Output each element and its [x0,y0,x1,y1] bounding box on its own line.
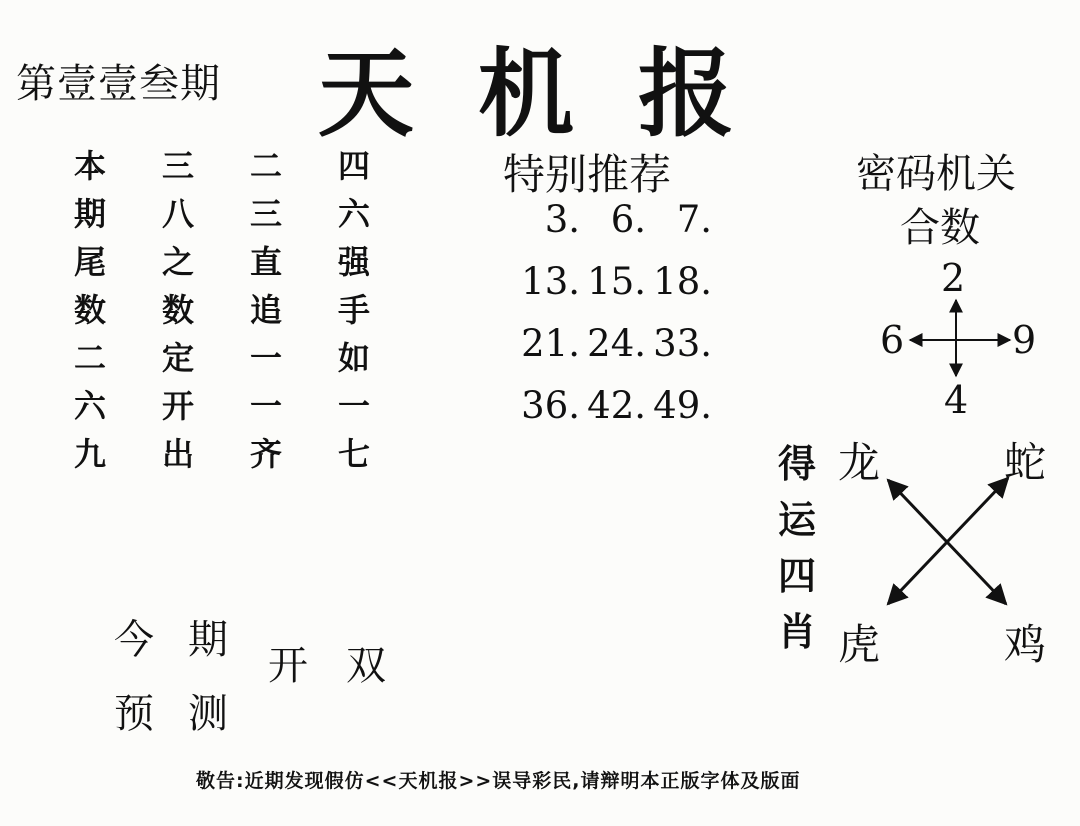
recommend-number: 24. [587,322,646,365]
prediction-value: 开 [268,643,308,689]
recommend-number: 3. [544,198,580,241]
recommend-number: 18. [653,260,712,303]
recommend-number: 13. [521,260,580,303]
poem-char: 六 [338,195,371,233]
poem-char: 数 [162,291,195,329]
poem-char: 期 [74,195,107,233]
password-top-number: 2 [941,256,966,300]
poem-char: 一 [338,387,371,425]
poem-char: 一 [250,387,283,425]
zodiac-dragon: 龙 [838,438,881,487]
zodiac-snake: 蛇 [1004,438,1047,487]
poem-char: 直 [250,243,283,281]
zodiac-rooster: 鸡 [1004,620,1047,669]
recommend-number: 6. [610,198,646,241]
password-right-number: 9 [1012,318,1037,362]
recommend-number: 21. [521,322,580,365]
issue-number: 第壹壹叁期 [16,61,221,107]
poem-char: 八 [162,195,195,233]
password-title: 密码机关 [856,151,1016,197]
poem-char: 手 [338,291,371,329]
poem-char: 一 [250,339,283,377]
poem-char: 尾 [74,243,107,281]
recommend-number: 33. [653,322,712,365]
password-subtitle: 合数 [900,205,980,251]
recommend-number: 36. [521,384,580,427]
prediction-value: 双 [346,643,386,689]
lucky-label [778,436,816,660]
poem-char: 四 [338,147,371,185]
prediction-label-char: 今 [114,617,154,663]
poem-char: 三 [250,195,283,233]
lucky-label-char: 运 [778,498,817,542]
recommend-number: 7. [676,198,712,241]
password-left-number: 6 [880,318,905,362]
prediction-label-char: 预 [114,691,154,737]
lucky-label-char: 肖 [778,610,817,654]
poem-char: 二 [74,339,107,377]
poem-char: 如 [338,339,371,377]
prediction-label-char: 测 [188,691,228,737]
lucky-label-char: 得 [778,442,817,486]
notice-text: 敬告:近期发现假仿<<天机报>>误导彩民,请辩明本正版字体及版面 [196,770,801,792]
cross-arrows-icon [910,300,1010,376]
poem-char: 强 [338,243,371,281]
poem-char: 之 [162,243,195,281]
recommend-title: 特别推荐 [503,150,672,199]
poem-char: 三 [162,147,195,185]
poem-char: 七 [338,435,371,473]
poem-char: 本 [74,147,107,185]
recommend-number: 49. [653,384,712,427]
poem-char: 定 [162,339,195,377]
poem-char: 数 [74,291,107,329]
prediction-label-char: 期 [188,617,228,663]
recommend-number: 15. [587,260,646,303]
poem-char: 二 [250,147,283,185]
poem-char: 出 [162,435,195,473]
x-arrows-icon [888,478,1008,604]
poem-char: 追 [250,291,283,329]
recommend-number: 42. [587,384,646,427]
masthead-title: 天机报 [318,37,798,150]
poem-char: 九 [74,435,107,473]
poem-char: 开 [162,387,195,425]
poem-char: 六 [74,387,107,425]
poem-char: 齐 [250,435,283,473]
zodiac-tiger: 虎 [838,620,881,669]
lucky-label-char: 四 [778,554,817,598]
password-bottom-number: 4 [944,378,969,422]
